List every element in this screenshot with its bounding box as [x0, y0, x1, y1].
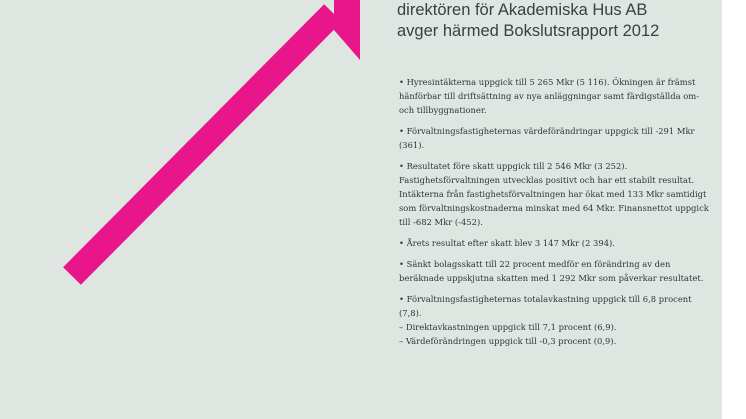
bullet-text: • Årets resultat efter skatt blev 3 147 Mkr (2 394).: [399, 238, 615, 248]
bullet-total-return: [399, 292, 713, 348]
heading-line-2: avger härmed Bokslutsrapport 2012: [397, 22, 660, 40]
bullet-text: • Förvaltningsfastigheternas totalavkastning uppgick till 6,8 procent (7,8).: [399, 294, 692, 318]
summary-bullet-list: [399, 75, 713, 355]
bullet-text: • Hyresintäkterna uppgick till 5 265 Mkr (5 116). Ökningen är främst hänförbar till driftsättning av nya anläggningar samt färdigställda om- och tillbyggnationer.: [399, 77, 700, 115]
bullet-profit-after-tax: [399, 236, 713, 250]
bullet-rental-income: [399, 75, 713, 117]
bullet-value-changes: [399, 124, 713, 152]
heading-line-1: direktören för Akademiska Hus AB: [397, 1, 648, 19]
bullet-text: • Resultatet före skatt uppgick till 2 546 Mkr (3 252). Fastighetsförvaltningen utvecklas positivt och har ett stabilt resultat. Intäkterna från fastighetsförvaltningen har ökat med 133 Mkr samtidigt som förvaltningskostnaderna minskat med 64 Mkr. Finansnettot uppgick till -682 Mkr (-452).: [399, 161, 709, 227]
page-edge: [722, 0, 746, 419]
bullet-text: • Förvaltningsfastigheternas värdeförändringar uppgick till -291 Mkr (361).: [399, 126, 695, 150]
magenta-arrow-icon: [0, 0, 380, 300]
sub-bullet-value-change: – Värdeförändringen uppgick till -0,3 procent (0,9).: [399, 336, 617, 346]
bullet-text: • Sänkt bolagsskatt till 22 procent medför en förändring av den beräknade uppskjutna skatten med 1 292 Mkr som påverkar resultatet.: [399, 259, 704, 283]
sub-bullet-direct-return: – Direktavkastningen uppgick till 7,1 procent (6,9).: [399, 322, 617, 332]
bullet-corporate-tax: [399, 257, 713, 285]
report-heading: [397, 0, 717, 42]
bullet-profit-before-tax: [399, 159, 713, 229]
